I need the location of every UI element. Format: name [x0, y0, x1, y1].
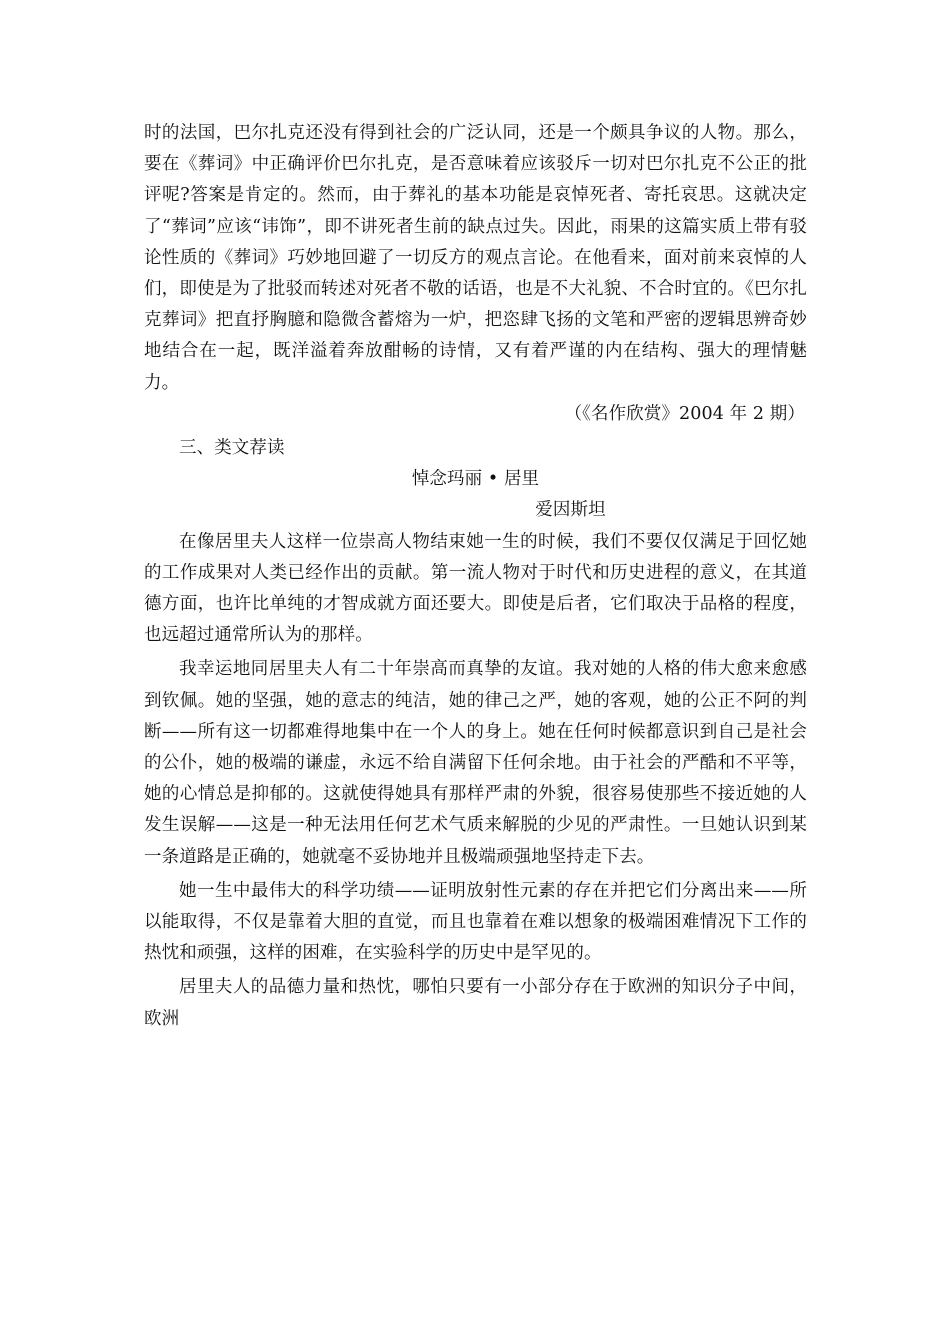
- document-body: [144, 118, 807, 1035]
- article-paragraph-1: 在像居里夫人这样一位崇高人物结束她一生的时候，我们不要仅仅满足于回忆她的工作成果对人类已经作出的贡献。第一流人物对于时代和历史进程的意义，在其道德方面，也许比单纯的才智成就方面还要大。即使是后者，它们取决于品格的程度，也远超过通常所认为的那样。: [144, 531, 807, 646]
- article-paragraph-2: 我幸运地同居里夫人有二十年崇高而真挚的友谊。我对她的人格的伟大愈来愈感到钦佩。她的坚强，她的意志的纯洁，她的律己之严，她的客观，她的公正不阿的判断——所有这一切都难得地集中在一个人的身上。她在任何时候都意识到自己是社会的公仆，她的极端的谦虚，永远不给自满留下任何余地。由于社会的严酷和不平等，她的心情总是抑郁的。这就使得她具有那样严肃的外貌，很容易使那些不接近她的人发生误解——这是一种无法用任何艺术气质来解脱的少见的严肃性。一旦她认识到某一条道路是正确的，她就毫不妥协地并且极端顽强地坚持走下去。: [144, 659, 807, 867]
- source-citation: （《名作欣赏》2004 年 2 期）: [564, 403, 805, 424]
- article-paragraph-4: 居里夫人的品德力量和热忱，哪怕只要有一小部分存在于欧洲的知识分子中间，欧洲: [144, 977, 807, 1029]
- section-heading: 三、类文荐读: [179, 438, 285, 459]
- intro-paragraph: 时的法国，巴尔扎克还没有得到社会的广泛认同，还是一个颇具争议的人物。那么，要在《葬词》中正确评价巴尔扎克，是否意味着应该驳斥一切对巴尔扎克不公正的批评呢?答案是肯定的。然而，由于葬礼的基本功能是哀悼死者、寄托哀思。这就决定了“葬词”应该“讳饰”，即不讲死者生前的缺点过失。因此，雨果的这篇实质上带有驳论性质的《葬词》巧妙地回避了一切反方的观点言论。在他看来，面对前来哀悼的人们，即使是为了批驳而转述对死者不敬的话语，也是不大礼貌、不合时宜的。《巴尔扎克葬词》把直抒胸臆和隐微含蓄熔为一炉，把恣肆飞扬的文笔和严密的逻辑思辨奇妙地结合在一起，既洋溢着奔放酣畅的诗情，又有着严谨的内在结构、强大的理情魅力。: [144, 123, 807, 393]
- article-title: 悼念玛丽 • 居里: [411, 469, 540, 490]
- article-author: 爱因斯坦: [535, 500, 606, 521]
- article-paragraph-3: 她一生中最伟大的科学功绩——证明放射性元素的存在并把它们分离出来——所以能取得，不仅是靠着大胆的直觉，而且也靠着在难以想象的极端困难情况下工作的热忱和顽强，这样的困难，在实验科学的历史中是罕见的。: [144, 880, 807, 964]
